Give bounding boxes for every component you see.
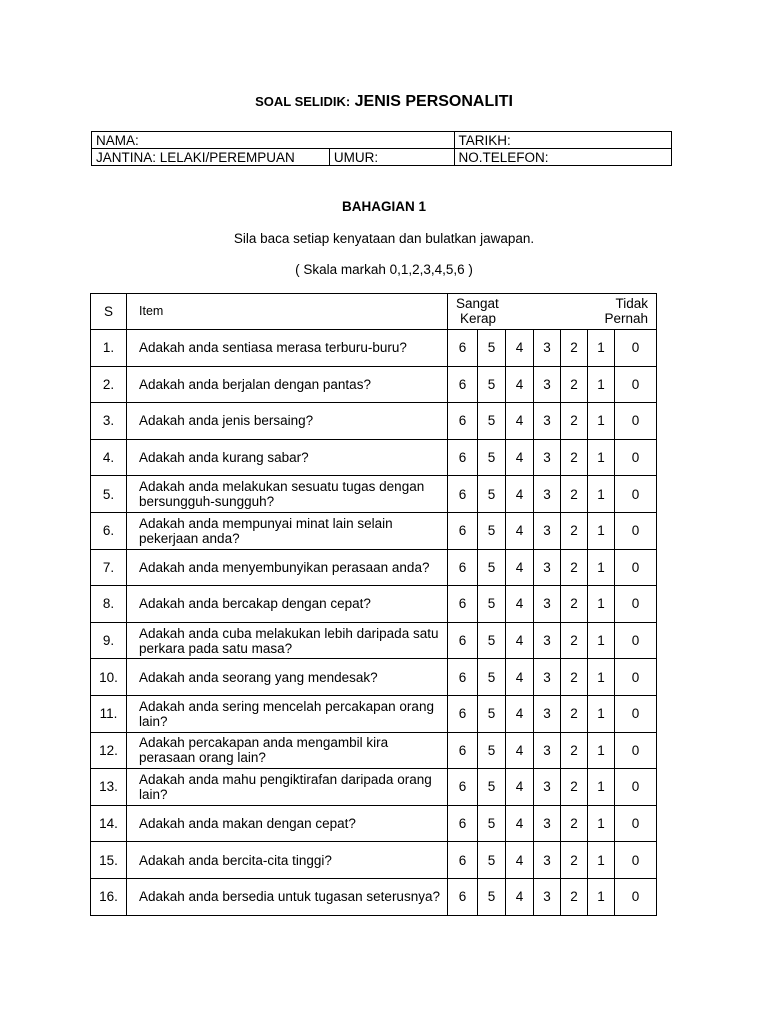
score-option[interactable]: 6 [448, 842, 478, 879]
score-option[interactable]: 4 [506, 549, 534, 586]
score-option[interactable]: 0 [615, 476, 657, 513]
score-option[interactable]: 6 [448, 439, 478, 476]
question-number: 8. [91, 586, 127, 623]
score-option[interactable]: 3 [534, 403, 561, 440]
score-option[interactable]: 4 [506, 732, 534, 769]
question-number: 10. [91, 659, 127, 696]
score-option[interactable]: 1 [588, 586, 615, 623]
tarikh-field[interactable]: TARIKH: [454, 132, 671, 149]
score-option[interactable]: 6 [448, 732, 478, 769]
question-text: Adakah anda bercita-cita tinggi? [127, 842, 448, 879]
score-option[interactable]: 0 [615, 769, 657, 806]
table-row [91, 695, 657, 732]
score-option[interactable]: 3 [534, 878, 561, 915]
table-row [91, 476, 657, 513]
score-option[interactable]: 5 [478, 512, 506, 549]
question-text: Adakah percakapan anda mengambil kira perasaan orang lain? [127, 732, 448, 769]
header-s: S [91, 294, 127, 330]
question-text: Adakah anda seorang yang mendesak? [127, 659, 448, 696]
question-number: 16. [91, 878, 127, 915]
question-number: 7. [91, 549, 127, 586]
header-scale [448, 294, 657, 330]
score-option[interactable]: 0 [615, 512, 657, 549]
score-option[interactable]: 2 [561, 476, 588, 513]
table-row [91, 805, 657, 842]
score-option[interactable]: 6 [448, 878, 478, 915]
score-option[interactable]: 1 [588, 476, 615, 513]
score-option[interactable]: 0 [615, 549, 657, 586]
score-option[interactable]: 4 [506, 622, 534, 659]
question-number: 11. [91, 695, 127, 732]
score-option[interactable]: 0 [615, 732, 657, 769]
question-text: Adakah anda mempunyai minat lain selain pekerjaan anda? [127, 512, 448, 549]
table-row [91, 586, 657, 623]
score-option[interactable]: 0 [615, 695, 657, 732]
score-option[interactable]: 1 [588, 842, 615, 879]
score-option[interactable]: 0 [615, 586, 657, 623]
header-tidak-pernah [604, 296, 648, 326]
table-row [91, 403, 657, 440]
question-text: Adakah anda kurang sabar? [127, 439, 448, 476]
scale-note: ( Skala markah 0,1,2,3,4,5,6 ) [295, 262, 473, 277]
table-row [91, 330, 657, 367]
table-row [91, 549, 657, 586]
table-row [91, 878, 657, 915]
score-option[interactable]: 6 [448, 805, 478, 842]
score-option[interactable]: 4 [506, 366, 534, 403]
score-option[interactable]: 1 [588, 439, 615, 476]
header-pernah: Pernah [604, 311, 649, 326]
score-option[interactable]: 6 [448, 512, 478, 549]
score-option[interactable]: 3 [534, 330, 561, 367]
score-option[interactable]: 3 [534, 512, 561, 549]
question-number: 5. [91, 476, 127, 513]
section-heading: BAHAGIAN 1 [341, 199, 426, 214]
score-option[interactable]: 4 [506, 476, 534, 513]
score-option[interactable]: 4 [506, 842, 534, 879]
score-option[interactable]: 5 [478, 805, 506, 842]
score-option[interactable]: 2 [561, 695, 588, 732]
score-option[interactable]: 6 [448, 695, 478, 732]
score-option[interactable]: 3 [534, 769, 561, 806]
question-number: 4. [91, 439, 127, 476]
score-option[interactable]: 2 [561, 622, 588, 659]
score-option[interactable]: 0 [615, 842, 657, 879]
score-option[interactable]: 2 [561, 732, 588, 769]
umur-field[interactable]: UMUR: [329, 149, 454, 166]
question-number: 3. [91, 403, 127, 440]
score-option[interactable]: 6 [448, 330, 478, 367]
score-option[interactable]: 0 [615, 366, 657, 403]
score-option[interactable]: 1 [588, 878, 615, 915]
score-option[interactable]: 1 [588, 659, 615, 696]
score-option[interactable]: 5 [478, 549, 506, 586]
question-text: Adakah anda makan dengan cepat? [127, 805, 448, 842]
score-option[interactable]: 5 [478, 622, 506, 659]
score-option[interactable]: 1 [588, 732, 615, 769]
score-option[interactable]: 0 [615, 878, 657, 915]
score-option[interactable]: 6 [448, 476, 478, 513]
question-number: 14. [91, 805, 127, 842]
question-number: 12. [91, 732, 127, 769]
score-option[interactable]: 2 [561, 842, 588, 879]
question-text: Adakah anda menyembunyikan perasaan anda? [127, 549, 448, 586]
table-row [91, 439, 657, 476]
score-option[interactable]: 5 [478, 732, 506, 769]
score-option[interactable]: 2 [561, 330, 588, 367]
score-option[interactable]: 6 [448, 366, 478, 403]
score-option[interactable]: 1 [588, 549, 615, 586]
score-option[interactable]: 5 [478, 586, 506, 623]
header-item: Item [127, 294, 448, 330]
score-option[interactable]: 3 [534, 842, 561, 879]
score-option[interactable]: 1 [588, 805, 615, 842]
question-text: Adakah anda berjalan dengan pantas? [127, 366, 448, 403]
table-row [91, 659, 657, 696]
score-option[interactable]: 2 [561, 878, 588, 915]
score-option[interactable]: 1 [588, 366, 615, 403]
score-option[interactable]: 2 [561, 659, 588, 696]
score-option[interactable]: 2 [561, 549, 588, 586]
score-option[interactable]: 6 [448, 769, 478, 806]
score-option[interactable]: 2 [561, 769, 588, 806]
header-kerap: Kerap [460, 311, 497, 326]
question-number: 13. [91, 769, 127, 806]
score-option[interactable]: 2 [561, 366, 588, 403]
score-option[interactable]: 2 [561, 403, 588, 440]
score-option[interactable]: 3 [534, 366, 561, 403]
question-text: Adakah anda cuba melakukan lebih daripada satu perkara pada satu masa? [127, 622, 448, 659]
question-number: 2. [91, 366, 127, 403]
instruction-text: Sila baca setiap kenyataan dan bulatkan jawapan. [233, 231, 535, 246]
score-option[interactable]: 1 [588, 330, 615, 367]
score-option[interactable]: 4 [506, 878, 534, 915]
score-option[interactable]: 5 [478, 878, 506, 915]
question-number: 6. [91, 512, 127, 549]
score-option[interactable]: 4 [506, 659, 534, 696]
questionnaire-table [90, 293, 657, 916]
score-option[interactable]: 5 [478, 330, 506, 367]
table-row [91, 769, 657, 806]
nama-field[interactable]: NAMA: [92, 132, 455, 149]
header-sangat: Sangat [456, 296, 499, 311]
score-option[interactable]: 0 [615, 805, 657, 842]
score-option[interactable]: 5 [478, 842, 506, 879]
table-row [91, 842, 657, 879]
score-option[interactable]: 4 [506, 769, 534, 806]
title-main: JENIS PERSONALITI [354, 93, 513, 110]
score-option[interactable]: 0 [615, 439, 657, 476]
question-number: 1. [91, 330, 127, 367]
score-option[interactable]: 0 [615, 330, 657, 367]
question-text: Adakah anda bercakap dengan cepat? [127, 586, 448, 623]
page-title [0, 93, 768, 111]
table-row [91, 622, 657, 659]
score-option[interactable]: 1 [588, 403, 615, 440]
score-option[interactable]: 3 [534, 622, 561, 659]
score-option[interactable]: 3 [534, 549, 561, 586]
score-option[interactable]: 5 [478, 403, 506, 440]
score-option[interactable]: 5 [478, 476, 506, 513]
score-option[interactable]: 5 [478, 769, 506, 806]
score-option[interactable]: 1 [588, 512, 615, 549]
score-option[interactable]: 6 [448, 586, 478, 623]
score-option[interactable]: 0 [615, 403, 657, 440]
info-table [91, 131, 672, 166]
score-option[interactable]: 3 [534, 659, 561, 696]
score-option[interactable]: 1 [588, 622, 615, 659]
table-header-row [91, 294, 657, 330]
score-option[interactable]: 6 [448, 622, 478, 659]
score-option[interactable]: 4 [506, 512, 534, 549]
score-option[interactable]: 4 [506, 403, 534, 440]
question-text: Adakah anda bersedia untuk tugasan seterusnya? [127, 878, 448, 915]
score-option[interactable]: 4 [506, 805, 534, 842]
score-option[interactable]: 1 [588, 769, 615, 806]
score-option[interactable]: 4 [506, 330, 534, 367]
telefon-field[interactable]: NO.TELEFON: [454, 149, 671, 166]
table-row [91, 366, 657, 403]
table-row [91, 512, 657, 549]
title-prefix: SOAL SELIDIK: [255, 94, 351, 109]
score-option[interactable]: 5 [478, 659, 506, 696]
score-option[interactable]: 3 [534, 805, 561, 842]
question-number: 9. [91, 622, 127, 659]
score-option[interactable]: 5 [478, 695, 506, 732]
score-option[interactable]: 1 [588, 695, 615, 732]
question-number: 15. [91, 842, 127, 879]
score-option[interactable]: 4 [506, 439, 534, 476]
score-option[interactable]: 2 [561, 805, 588, 842]
score-option[interactable]: 4 [506, 586, 534, 623]
score-option[interactable]: 0 [615, 659, 657, 696]
score-option[interactable]: 6 [448, 659, 478, 696]
header-tidak: Tidak [615, 296, 649, 311]
table-row [91, 732, 657, 769]
score-option[interactable]: 2 [561, 586, 588, 623]
score-option[interactable]: 2 [561, 512, 588, 549]
question-text: Adakah anda sering mencelah percakapan orang lain? [127, 695, 448, 732]
score-option[interactable]: 2 [561, 439, 588, 476]
question-text: Adakah anda jenis bersaing? [127, 403, 448, 440]
question-text: Adakah anda melakukan sesuatu tugas dengan bersungguh-sungguh? [127, 476, 448, 513]
score-option[interactable]: 6 [448, 403, 478, 440]
score-option[interactable]: 3 [534, 439, 561, 476]
score-option[interactable]: 3 [534, 732, 561, 769]
score-option[interactable]: 6 [448, 549, 478, 586]
question-text: Adakah anda sentiasa merasa terburu-buru? [127, 330, 448, 367]
score-option[interactable]: 3 [534, 695, 561, 732]
score-option[interactable]: 0 [615, 622, 657, 659]
score-option[interactable]: 5 [478, 366, 506, 403]
score-option[interactable]: 4 [506, 695, 534, 732]
jantina-field[interactable]: JANTINA: LELAKI/PEREMPUAN [92, 149, 330, 166]
header-sangat-kerap [456, 296, 499, 326]
score-option[interactable]: 3 [534, 476, 561, 513]
score-option[interactable]: 3 [534, 586, 561, 623]
question-text: Adakah anda mahu pengiktirafan daripada orang lain? [127, 769, 448, 806]
score-option[interactable]: 5 [478, 439, 506, 476]
